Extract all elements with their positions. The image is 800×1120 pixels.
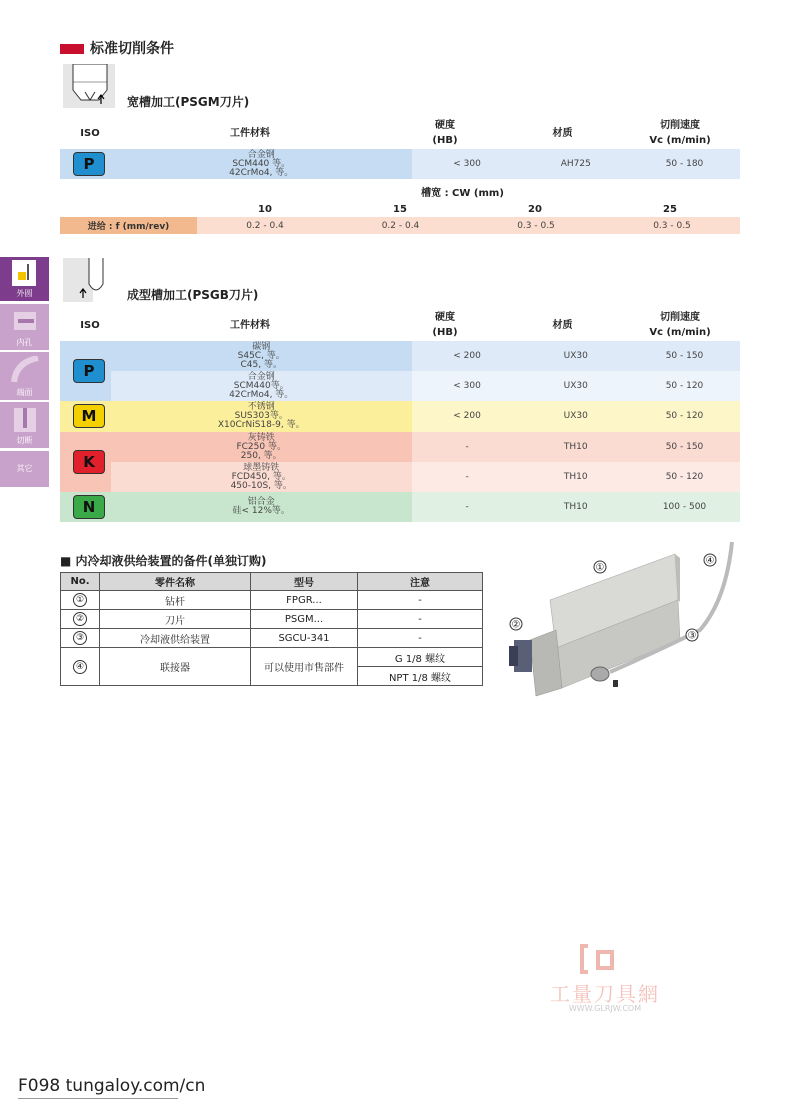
table-row [61,629,483,648]
psgb-row [60,341,740,371]
material-cell: 不锈钢 SUS303等。 X10CrNiS18-9, 等。 [111,401,412,432]
psgm-subtitle: 宽槽加工(PSGM刀片) [127,95,250,109]
feed-value: 0.3 - 0.5 [468,217,604,234]
part-note: - [358,610,483,629]
sidebar-item-face[interactable] [0,352,49,400]
part-note: G 1/8 螺纹 [358,648,483,667]
psgm-header-hardness: 硬度 (HB) [432,120,458,146]
table-header-row [61,573,483,591]
psgb-row [60,401,740,432]
hardness-cell: - [412,492,523,522]
external-turning-icon [12,260,36,286]
psgb-header-material: 工件材料 [230,320,270,331]
sidebar-label: 外圆 [16,289,33,298]
face-grooving-icon [10,356,40,384]
footer-site-link[interactable]: tungaloy.com/cn [65,1076,206,1096]
speed-cell: 50 - 120 [629,371,740,401]
footer-rule [18,1098,178,1099]
speed-cell: 50 - 150 [629,341,740,371]
psgm-header-material: 工件材料 [230,128,270,139]
cw-value: 15 [393,204,407,215]
psgm-header-iso: ISO [80,128,100,139]
hardness-cell: < 300 [412,371,523,401]
material-cell: 合金钢 SCM440 等。 42CrMo4, 等。 [111,149,412,179]
part-note: - [358,629,483,648]
part-name: 钻杆 [100,591,251,610]
page-footer [18,1076,205,1096]
sidebar-label: 其它 [16,464,33,473]
part-model: PSGM... [251,610,358,629]
psgb-row [60,462,740,492]
part-note: - [358,591,483,610]
item-number: ④ [73,660,87,674]
speed-cell: 50 - 120 [629,401,740,432]
hardness-cell: < 200 [412,401,523,432]
grade-cell: AH725 [523,149,629,179]
watermark-logo-icon [578,944,624,974]
cw-title: 槽宽 : CW (mm) [421,188,504,199]
psgb-subtitle: 成型槽加工(PSGB刀片) [127,288,259,302]
sidebar-item-internal[interactable] [0,304,49,350]
part-name: 冷却液供给装置 [100,629,251,648]
feed-row [60,217,740,234]
tool-holder-illustration [500,540,750,700]
material-cell: 合金钢 SCM440等。 42CrMo4, 等。 [111,371,412,401]
profile-groove-diagram-icon [63,258,115,302]
feed-label: 进给 : f (mm/rev) [60,217,197,234]
sidebar-item-external[interactable] [0,257,49,301]
grade-cell: UX30 [523,371,629,401]
part-model: FPGR... [251,591,358,610]
sidebar-label: 切断 [16,436,33,445]
table-row [61,591,483,610]
cw-value: 20 [528,204,542,215]
psgb-row [60,492,740,522]
speed-cell: 50 - 150 [629,432,740,462]
cw-value: 10 [258,204,272,215]
hardness-cell: - [412,462,523,492]
psgb-row [60,432,740,462]
parts-title: ■ 内冷却液供给装置的备件(单独订购) [60,554,267,568]
sidebar-item-other[interactable] [0,451,49,487]
grade-cell: TH10 [523,432,629,462]
boring-icon [12,308,38,334]
hardness-cell: < 300 [412,149,523,179]
sidebar-label: 端面 [16,388,33,397]
feed-value: 0.2 - 0.4 [197,217,333,234]
header-note: 注意 [358,573,483,591]
speed-cell: 50 - 180 [629,149,740,179]
feed-value: 0.2 - 0.4 [333,217,468,234]
hardness-cell: - [412,432,523,462]
cut-off-icon [12,406,38,434]
item-number: ② [73,612,87,626]
iso-badge-m: M [73,404,105,428]
title-bar-icon [60,44,84,54]
grade-cell: UX30 [523,341,629,371]
part-name: 刀片 [100,610,251,629]
wide-groove-diagram-icon [63,64,115,108]
cw-value: 25 [663,204,677,215]
psgb-header-grade: 材质 [552,320,573,331]
part-name: 联接器 [100,648,251,686]
watermark-brand: 工量刀具網 [550,982,660,1006]
header-no: No. [61,573,100,591]
material-cell: 铝合金 硅< 12%等。 [111,492,412,522]
section-title: 标准切削条件 [60,38,174,58]
speed-cell: 50 - 120 [629,462,740,492]
psgb-header-iso: ISO [80,320,100,331]
part-model: 可以使用市售部件 [251,648,358,686]
item-number: ③ [73,631,87,645]
material-cell: 碳钢 S45C, 等。 C45, 等。 [111,341,412,371]
header-part-name: 零件名称 [100,573,251,591]
psgb-header-hardness: 硬度 (HB) [432,312,458,338]
grade-cell: UX30 [523,401,629,432]
psgm-header-grade: 材质 [552,128,573,139]
header-model: 型号 [251,573,358,591]
table-row [61,648,483,667]
psgb-row [60,371,740,401]
iso-badge-n: N [73,495,105,519]
page-number: F098 [18,1076,61,1096]
material-cell: 灰铸铁 FC250 等。 250, 等。 [111,432,412,462]
sidebar-item-cutoff[interactable] [0,402,49,448]
part-model: SGCU-341 [251,629,358,648]
sidebar-label: 内孔 [16,338,33,347]
grade-cell: TH10 [523,492,629,522]
psgm-header-speed: 切削速度 Vc (m/min) [649,120,711,146]
feed-value: 0.3 - 0.5 [604,217,740,234]
speed-cell: 100 - 500 [629,492,740,522]
callout-label: ④ [705,555,715,567]
material-cell: 球墨铸铁 FCD450, 等。 450-10S, 等。 [111,462,412,492]
grade-cell: TH10 [523,462,629,492]
table-row [61,610,483,629]
iso-badge-p: P [73,152,105,176]
item-number: ① [73,593,87,607]
callout-label: ③ [687,630,697,642]
parts-table [60,572,483,686]
psgb-header-speed: 切削速度 Vc (m/min) [649,312,711,338]
watermark-url: WWW.GLRJW.COM [568,1004,642,1013]
psgm-row [60,149,740,179]
iso-badge-p: P [73,359,105,383]
iso-badge-k: K [73,450,105,474]
callout-label: ① [595,562,605,574]
hardness-cell: < 200 [412,341,523,371]
part-note: NPT 1/8 螺纹 [358,667,483,686]
callout-label: ② [511,619,521,631]
